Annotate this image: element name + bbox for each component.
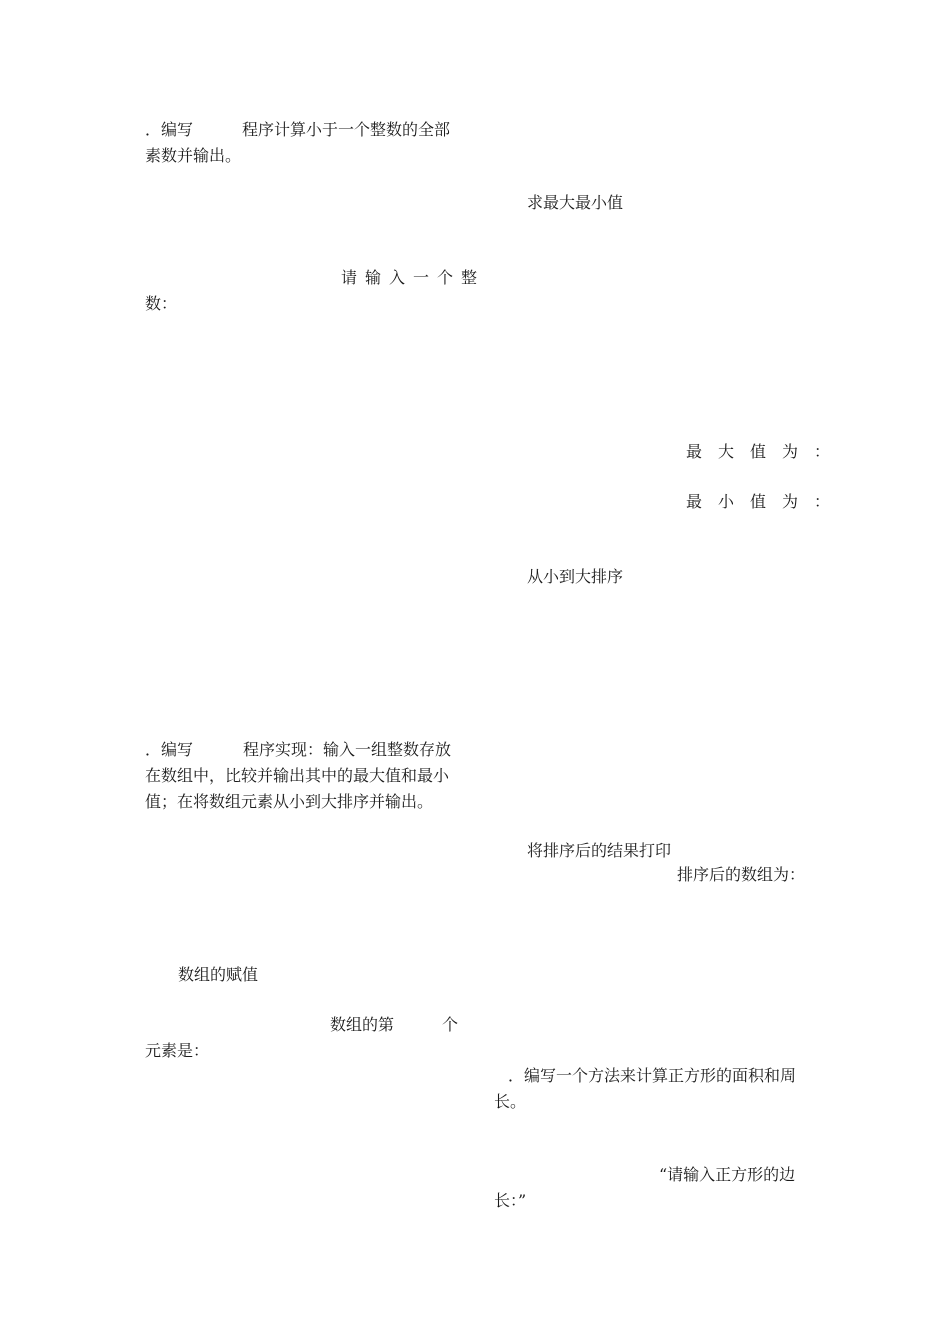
input-integer-prompt: 请输入一个整 [341,268,486,287]
input-integer-prompt-line2: 数： [145,294,178,313]
question-3-text: ．编写一个方法来计算正方形的面积和周 [508,1066,797,1085]
array-element-prompt-line2: 元素是： [145,1041,210,1060]
array-element-prompt-suffix: 个 [442,1015,459,1034]
find-max-min-comment: 求最大最小值 [527,193,624,212]
question-2-text-line2: 在数组中，比较并输出其中的最大值和最小 [145,766,450,785]
question-1-prefix: ．编写 [145,120,194,139]
question-2-prefix: ．编写 [145,740,194,759]
square-side-prompt: “请输入正方形的边 [659,1165,796,1184]
question-3-text-line2: 长。 [494,1092,527,1111]
max-value-label: 最大值为： [686,442,847,461]
question-1-text-line2: 素数并输出。 [145,146,242,165]
square-side-prompt-line2: 长：” [494,1191,527,1210]
sorted-array-label: 排序后的数组为： [677,865,806,884]
print-sorted-comment: 将排序后的结果打印 [527,841,672,860]
sort-ascending-comment: 从小到大排序 [527,567,624,586]
min-value-label: 最小值为： [686,492,847,511]
question-2-text: 程序实现：输入一组整数存放 [243,740,452,759]
question-2-text-line3: 值；在将数组元素从小到大排序并输出。 [145,792,434,811]
array-assignment-comment: 数组的赋值 [178,965,259,984]
array-element-prompt: 数组的第 [330,1015,395,1034]
question-1-text: 程序计算小于一个整数的全部 [242,120,451,139]
